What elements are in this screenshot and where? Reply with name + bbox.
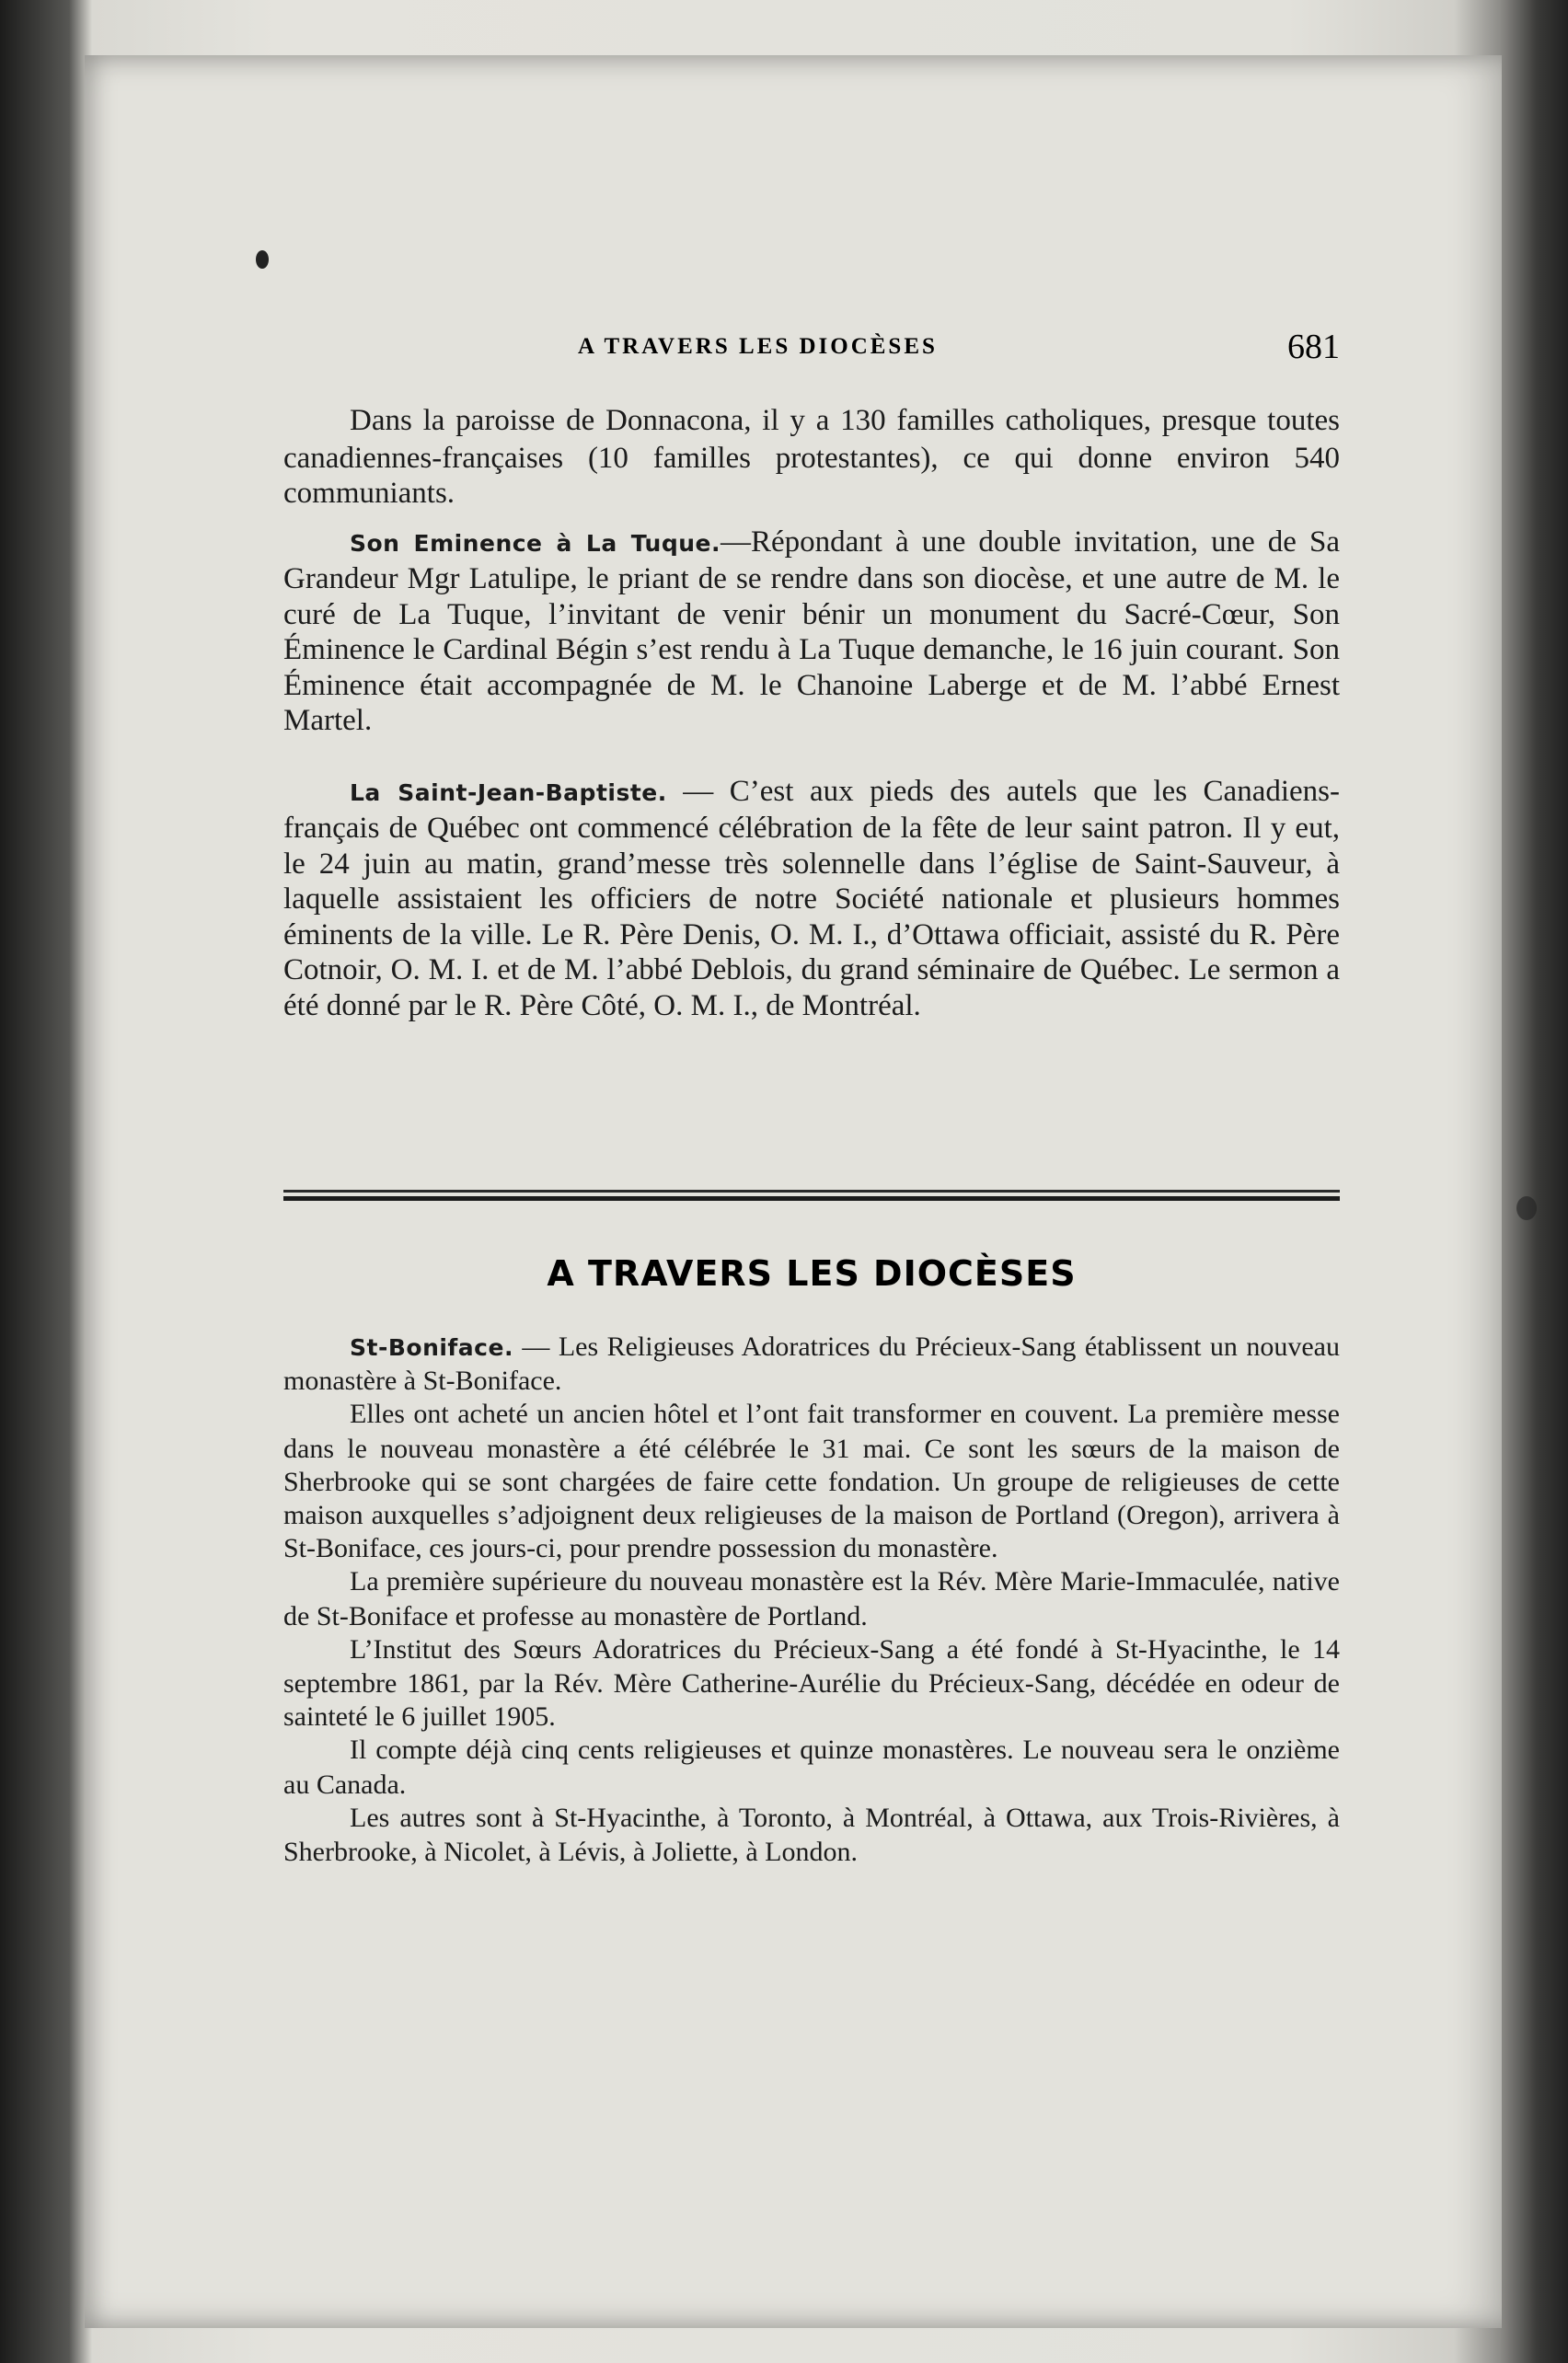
running-head <box>283 327 1340 373</box>
paragraph-text: Les autres sont à St-Hyacinthe, à Toronto, à Montréal, à Ottawa, aux Trois-Rivières, à Sherbrooke, à Nicolet, à Lévis, à Joliette, à London. <box>283 1802 1340 1868</box>
paragraph <box>283 1565 1340 1632</box>
paragraph-text: — C’est aux pieds des autels que les Canadiens-français de Québec ont commencé célébration de la fête de leur saint patron. Il y eut, le 24 juin au matin, grand’messe très solennelle dans l’église de Saint-Sauveur, à laquelle assistaient les officiers de notre Société nationale et plusieurs hommes éminents de la ville. Le R. Père Denis, O. M. I., d’Ottawa officiait, assisté du R. Père Cotnoir, O. M. I. et de M. l’abbé Deblois, du grand séminaire de Québec. Le sermon a été donné par le R. Père Côté, O. M. I., de Montréal. <box>283 774 1341 1022</box>
page-number: 681 <box>1287 328 1340 366</box>
paragraph <box>283 1734 1340 1801</box>
paragraph <box>283 1802 1340 1869</box>
paragraph-text: Dans la paroisse de Donnacona, il y a 130 familles catholiques, presque toutes canadiennes-françaises (10 familles protestantes), ce qui donne environ 540 communiants. <box>283 404 1340 510</box>
paragraph-text: —Répondant à une double invitation, une de Sa Grandeur Mgr Latulipe, le priant de se rendre dans son diocèse, et une autre de M. le curé de La Tuque, l’invitant de venir bénir un monument du Sacré-Cœur, Son Éminence le Cardinal Bégin s’est rendu à La Tuque demanche, le 16 juin courant. Son Éminence était accompagnée de M. le Chanoine Laberge et de M. l’abbé Ernest Martel. <box>283 524 1340 737</box>
top-section <box>283 403 1340 1023</box>
paragraph-lead: Son Eminence à La Tuque. <box>350 529 721 557</box>
section-divider <box>283 1190 1340 1203</box>
running-title: A TRAVERS LES DIOCÈSES <box>578 334 938 359</box>
paragraph <box>283 524 1340 739</box>
paragraph-text: La première supérieure du nouveau monastère est la Rév. Mère Marie-Immaculée, native de St-Boniface et professe au monastère de Portland. <box>283 1566 1340 1631</box>
section-body <box>283 1331 1340 1869</box>
paragraph-text: — Les Religieuses Adoratrices du Précieux-Sang établissent un nouveau monastère à St-Boniface. <box>283 1331 1340 1397</box>
paragraph <box>283 403 1340 512</box>
paragraph <box>283 1331 1340 1398</box>
paragraph-text: Il compte déjà cinq cents religieuses et quinze monastères. Le nouveau sera le onzième au Canada. <box>283 1735 1340 1800</box>
paragraph-lead: St-Boniface. <box>350 1334 513 1361</box>
ink-speck <box>256 250 269 269</box>
paragraph <box>283 774 1340 1024</box>
section-title: A TRAVERS LES DIOCÈSES <box>547 1253 1077 1294</box>
paragraph-lead: La Saint-Jean-Baptiste. <box>350 778 667 806</box>
paragraph <box>283 1633 1340 1735</box>
paragraph-text: Elles ont acheté un ancien hôtel et l’ont fait transformer en couvent. La première messe dans le nouveau monastère a été célébrée le 31 mai. Ce sont les sœurs de la maison de Sherbrooke qui se sont chargées de faire cette fondation. Un groupe de religieuses de cette maison auxquelles s’adjoignent deux religieuses de la maison de Portland (Oregon), arrivera à St-Boniface, ces jours-ci, pour prendre possession du monastère. <box>283 1399 1340 1564</box>
ink-speck <box>1516 1196 1537 1220</box>
paragraph-text: L’Institut des Sœurs Adoratrices du Précieux-Sang a été fondé à St-Hyacinthe, le 14 septembre 1861, par la Rév. Mère Catherine-Aurélie du Précieux-Sang, décédée en odeur de sainteté le 6 juillet 1905. <box>283 1633 1340 1733</box>
paragraph <box>283 1398 1340 1565</box>
